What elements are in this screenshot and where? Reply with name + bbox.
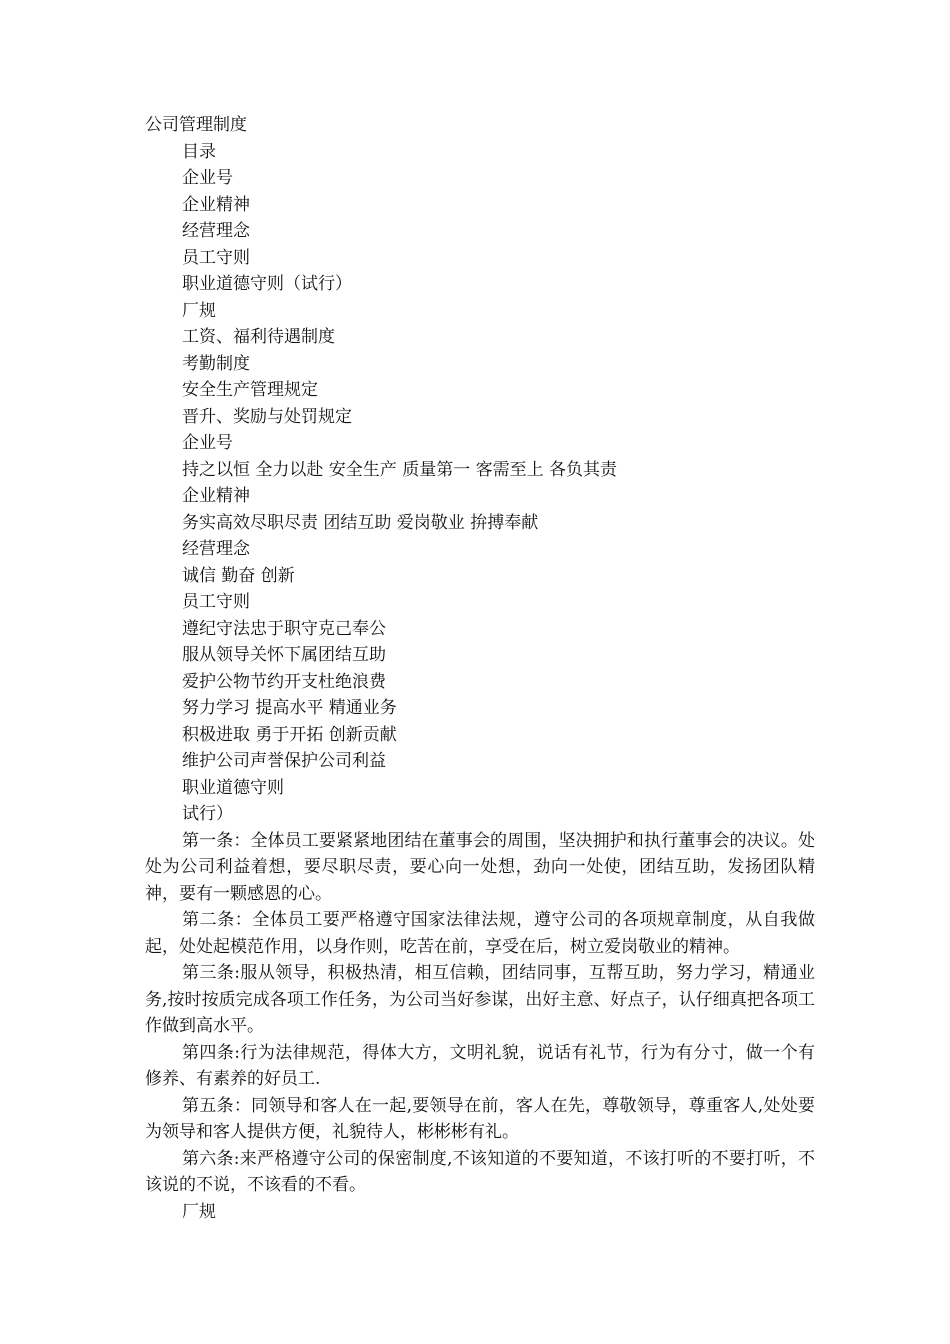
section-heading: 经营理念 — [182, 539, 250, 559]
article-paragraph: 第六条:来严格遵守公司的保密制度,不该知道的不要知道，不该打听的不要打听，不该说的不说，不该看的不看。 — [145, 1148, 815, 1195]
article-paragraph: 第三条:服从领导，积极热清，相互信赖，团结同事，互帮互助，努力学习，精通业务,按时按质完成各项工作任务，为公司当好参谋，出好主意、好点子，认仔细真把各项工作做到高水平。 — [145, 963, 815, 1036]
section-text: 服从领导关怀下属团结互助 — [182, 645, 386, 665]
article-paragraph: 第五条：同领导和客人在一起,要领导在前，客人在先，尊敬领导，尊重客人,处处要为领导和客人提供方便，礼貌待人，彬彬彬有礼。 — [145, 1095, 815, 1142]
section-text: 诚信 勤奋 创新 — [182, 565, 295, 586]
toc-item: 考勤制度 — [182, 353, 250, 374]
section-heading: 企业号 — [182, 433, 233, 453]
toc-item: 企业精神 — [182, 194, 250, 215]
section-text: 积极进取 勇于开拓 创新贡献 — [182, 724, 397, 745]
toc-item: 晋升、奖励与处罚规定 — [182, 406, 352, 427]
section-heading: 员工守则 — [182, 592, 250, 612]
section-text: 试行） — [182, 804, 233, 824]
section-heading: 职业道德守则 — [182, 777, 284, 798]
section-text: 努力学习 提高水平 精通业务 — [182, 698, 397, 718]
article-paragraph: 第四条:行为法律规范，得体大方，文明礼貌，说话有礼节，行为有分寸，做一个有修养、有素养的好员工. — [145, 1042, 815, 1089]
section-text: 维护公司声誉保护公司利益 — [182, 751, 386, 771]
section-heading: 厂规 — [182, 1201, 216, 1222]
toc-item: 安全生产管理规定 — [182, 380, 318, 400]
toc-item: 经营理念 — [182, 221, 250, 241]
toc-item: 企业号 — [182, 168, 233, 188]
toc-item: 厂规 — [182, 300, 216, 321]
section-text: 遵纪守法忠于职守克己奉公 — [182, 618, 386, 639]
article-paragraph: 第二条：全体员工要严格遵守国家法律法规，遵守公司的各项规章制度，从自我做起，处处起模范作用，以身作则，吃苦在前，享受在后，树立爱岗敬业的精神。 — [145, 910, 815, 957]
document-page — [145, 112, 815, 1225]
toc-item: 工资、福利待遇制度 — [182, 327, 335, 347]
section-heading: 企业精神 — [182, 486, 250, 506]
toc-item: 员工守则 — [182, 247, 250, 268]
toc-item: 职业道德守则（试行） — [182, 274, 352, 294]
section-text: 务实高效尽职尽责 团结互助 爱岗敬业 拚搏奉献 — [182, 512, 539, 533]
section-text: 爱护公物节约开支杜绝浪费 — [182, 671, 386, 692]
toc-heading: 目录 — [182, 141, 216, 162]
section-text: 持之以恒 全力以赴 安全生产 质量第一 客需至上 各负其责 — [182, 459, 618, 480]
article-paragraph: 第一条：全体员工要紧紧地团结在董事会的周围，坚决拥护和执行董事会的决议。处处为公司利益着想，要尽职尽责，要心向一处想，劲向一处使，团结互助，发扬团队精神，要有一颗感恩的心。 — [145, 830, 815, 904]
document-title: 公司管理制度 — [145, 115, 247, 135]
